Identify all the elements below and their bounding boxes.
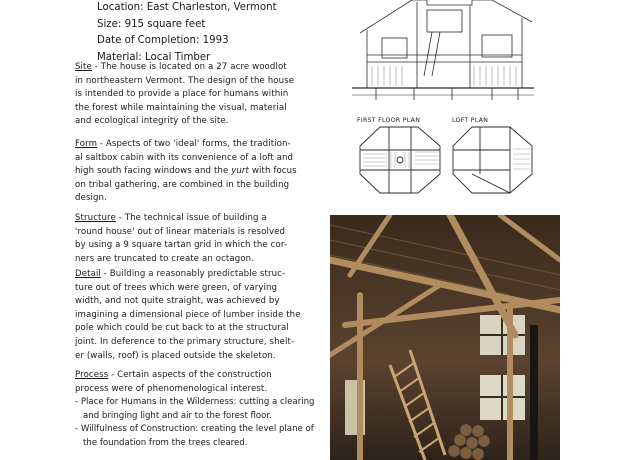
- form-line: design.: [75, 193, 107, 204]
- structure-paragraph: [75, 212, 325, 266]
- process-heading: Process: [75, 370, 109, 380]
- form-line: high south facing windows and the: [75, 166, 232, 177]
- detail-line: er (walls, roof) is placed outside the skeleton.: [75, 350, 276, 361]
- process-bullets: [75, 396, 325, 450]
- section-drawing: [352, 0, 537, 105]
- process-bullet: - Willfulness of Construction: creating the level plane of the foundation from the trees cleared.: [75, 424, 314, 448]
- size-line: Size: 915 square feet: [97, 18, 206, 30]
- process-line: - Certain aspects of the construction: [108, 370, 272, 380]
- site-line: - The house is located on a 27 acre woodlot: [91, 62, 287, 72]
- site-heading: Site: [75, 62, 92, 72]
- process-bullet: - Place for Humans in the Wilderness: cutting a clearing and bringing light and air to the forest floor.: [75, 397, 315, 421]
- detail-line: - Building a reasonably predictable struc-: [100, 269, 286, 279]
- detail-line: imagining a dimensional piece of lumber inside the: [75, 309, 301, 320]
- form-heading: Form: [75, 139, 98, 149]
- form-line: on tribal gathering, are combined in the building: [75, 179, 290, 190]
- site-line: is intended to provide a place for humans within: [75, 89, 289, 100]
- location-line: Location: East Charleston, Vermont: [97, 2, 277, 13]
- form-paragraph: [75, 138, 325, 206]
- loft-plan-label: LOFT PLAN: [452, 117, 489, 124]
- first-floor-plan-label: FIRST FLOOR PLAN: [357, 117, 421, 124]
- first-floor-plan-drawing: [355, 124, 445, 196]
- detail-line: pole which could be cut back to at the structural: [75, 323, 289, 334]
- process-paragraph: [75, 369, 325, 396]
- process-line: process were of phenomenological interest.: [75, 383, 268, 394]
- loft-plan-drawing: [450, 124, 535, 196]
- structure-line: ners are truncated to create an octagon.: [75, 253, 255, 264]
- detail-line: width, and not quite straight, was achieved by: [75, 296, 280, 307]
- structure-line: - The technical issue of building a: [115, 213, 267, 223]
- form-line: al saltbox cabin with its convenience of a loft and: [75, 152, 294, 163]
- detail-heading: Detail: [75, 269, 101, 279]
- form-line: with focus: [249, 166, 297, 177]
- site-line: and ecological integrity of the site.: [75, 116, 229, 127]
- interior-photo: [330, 215, 560, 460]
- detail-paragraph: [75, 268, 325, 363]
- site-line: the forest while maintaining the visual, material: [75, 102, 287, 113]
- yurt-term: yurt: [231, 166, 250, 177]
- date-line: Date of Completion: 1993: [97, 35, 229, 46]
- site-paragraph: [75, 61, 325, 129]
- structure-line: by using a 9 square tartan grid in which the cor-: [75, 240, 288, 251]
- structure-line: 'round house' out of linear materials is resolved: [75, 226, 286, 237]
- structure-heading: Structure: [75, 213, 116, 223]
- site-line: in northeastern Vermont. The design of the house: [75, 75, 295, 86]
- material-line: Material: Local Timber: [97, 51, 211, 63]
- form-line: - Aspects of two 'ideal' forms, the tradition-: [97, 139, 291, 149]
- detail-line: joint. In deference to the primary structure, shelt-: [75, 336, 295, 347]
- project-metadata: [97, 0, 337, 66]
- detail-line: ture out of trees which were green, of varying: [75, 282, 278, 293]
